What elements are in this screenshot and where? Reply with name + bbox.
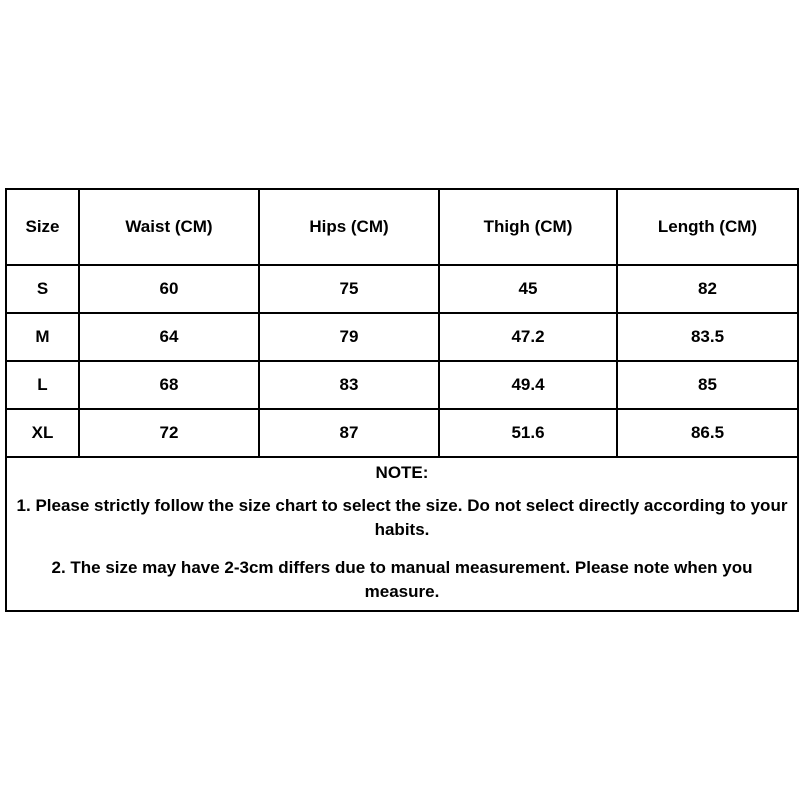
length-cell: 82 (617, 265, 798, 313)
table-row (6, 265, 798, 313)
header-row (6, 189, 798, 265)
length-cell: 83.5 (617, 313, 798, 361)
table-row (6, 361, 798, 409)
size-cell: L (6, 361, 79, 409)
thigh-cell: 45 (439, 265, 617, 313)
length-cell: 86.5 (617, 409, 798, 457)
hips-cell: 75 (259, 265, 439, 313)
header-waist: Waist (CM) (79, 189, 259, 265)
note-line-2: 2. The size may have 2-3cm differs due to manual measurement. Please note when you measure. (51, 558, 753, 601)
size-cell: M (6, 313, 79, 361)
hips-cell: 79 (259, 313, 439, 361)
header-thigh: Thigh (CM) (439, 189, 617, 265)
table-row (6, 313, 798, 361)
waist-cell: 64 (79, 313, 259, 361)
thigh-cell: 51.6 (439, 409, 617, 457)
header-hips: Hips (CM) (259, 189, 439, 265)
note-row (6, 457, 798, 611)
size-cell: XL (6, 409, 79, 457)
note-line-1: 1. Please strictly follow the size chart to select the size. Do not select directly according to your habits. (16, 496, 788, 539)
thigh-cell: 49.4 (439, 361, 617, 409)
waist-cell: 72 (79, 409, 259, 457)
thigh-cell: 47.2 (439, 313, 617, 361)
hips-cell: 87 (259, 409, 439, 457)
size-chart-table (5, 188, 799, 612)
header-size: Size (6, 189, 79, 265)
hips-cell: 83 (259, 361, 439, 409)
size-cell: S (6, 265, 79, 313)
waist-cell: 60 (79, 265, 259, 313)
header-length: Length (CM) (617, 189, 798, 265)
table-row (6, 409, 798, 457)
note-cell (6, 457, 798, 611)
note-title: NOTE: (375, 463, 429, 482)
length-cell: 85 (617, 361, 798, 409)
waist-cell: 68 (79, 361, 259, 409)
